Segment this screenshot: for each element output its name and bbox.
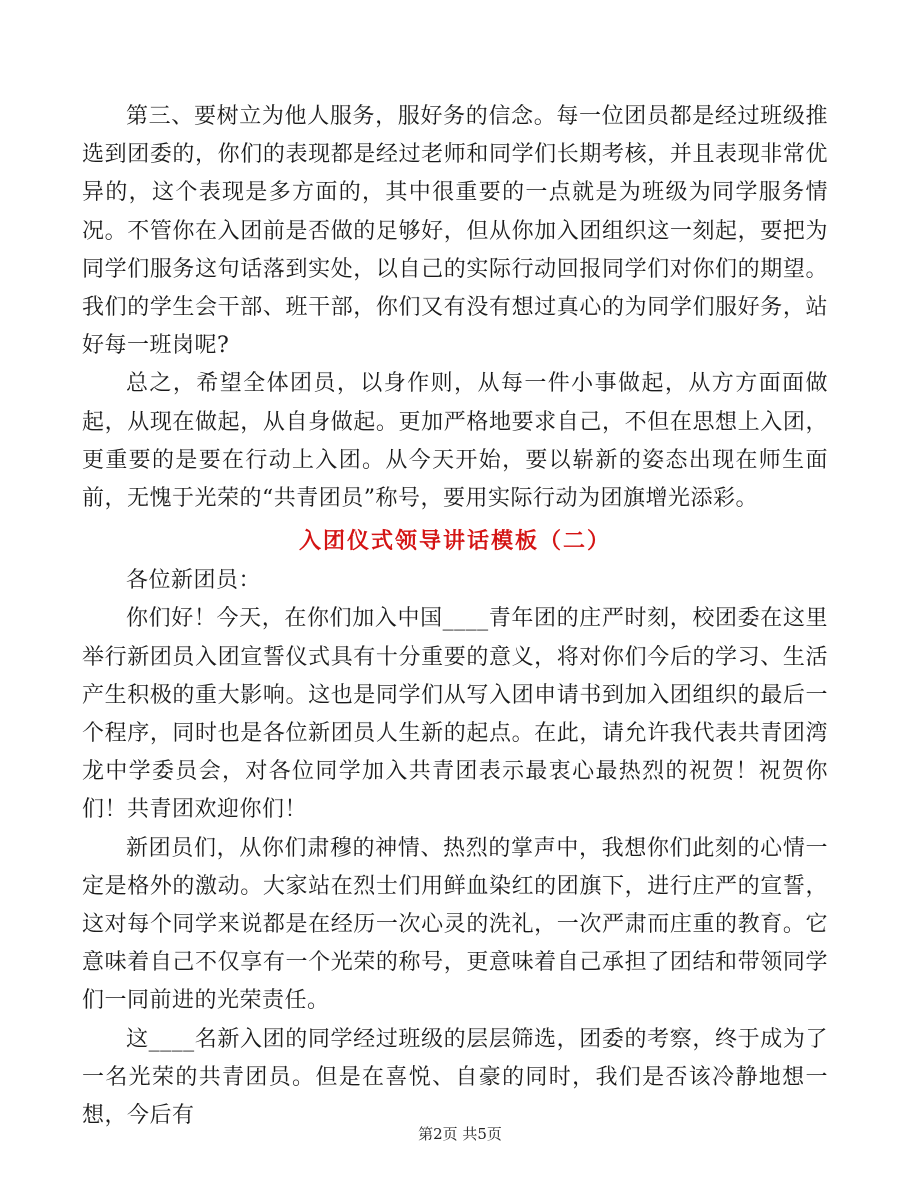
paragraph-greeting: 各位新团员： (126, 568, 262, 594)
paragraph-emotion: 新团员们，从你们肃穆的神情、热烈的掌声中，我想你们此刻的心情一定是格外的激动。大家站在烈士们用鲜血染红的团旗下，进行庄严的宣誓，这对每个同学来说都是在经历一次心灵的洗礼，一次严肃而庄重的教育。它意味着自己不仅享有一个光荣的称号，更意味着自己承担了团结和带领同学们一同前进的光荣责任。 (82, 835, 828, 1014)
section-title: 入团仪式领导讲话模板（二） (298, 528, 611, 555)
document-body (82, 98, 828, 1135)
paragraph-selection: 这____名新入团的同学经过班级的层层筛选，团委的考察，终于成为了一名光荣的共青团员。但是在喜悦、自豪的同时，我们是否该冷静地想一想，今后有 (82, 1026, 828, 1129)
page-number-footer: 第2页 共5页 (418, 1125, 502, 1143)
paragraph-conclusion: 总之，希望全体团员，以身作则，从每一件小事做起，从方方面面做起，从现在做起，从自身做起。更加严格地要求自己，不但在思想上入团，更重要的是要在行动上入团。从今天开始，要以崭新的姿态出现在师生面前，无愧于光荣的“共青团员”称号，要用实际行动为团旗增光添彩。 (82, 371, 828, 512)
paragraph-service-belief: 第三、要树立为他人服务，服好务的信念。每一位团员都是经过班级推选到团委的，你们的表现都是经过老师和同学们长期考核，并且表现非常优异的，这个表现是多方面的，其中很重要的一点就是为班级为同学服务情况。不管你在入团前是否做的足够好，但从你加入团组织这一刻起，要把为同学们服务这句话落到实处，以自己的实际行动回报同学们对你们的期望。我们的学生会干部、班干部，你们又有没有想过真心的为同学们服好务，站好每一班岗呢? (82, 104, 828, 359)
paragraph-welcome: 你们好！今天，在你们加入中国____青年团的庄严时刻，校团委在这里举行新团员入团宣誓仪式具有十分重要的意义，将对你们今后的学习、生活产生积极的重大影响。这也是同学们从写入团申请书到加入团组织的最后一个程序，同时也是各位新团员人生新的起点。在此，请允许我代表共青团湾龙中学委员会，对各位同学加入共青团表示最衷心最热烈的祝贺！祝贺你们！共青团欢迎你们！ (82, 606, 828, 823)
